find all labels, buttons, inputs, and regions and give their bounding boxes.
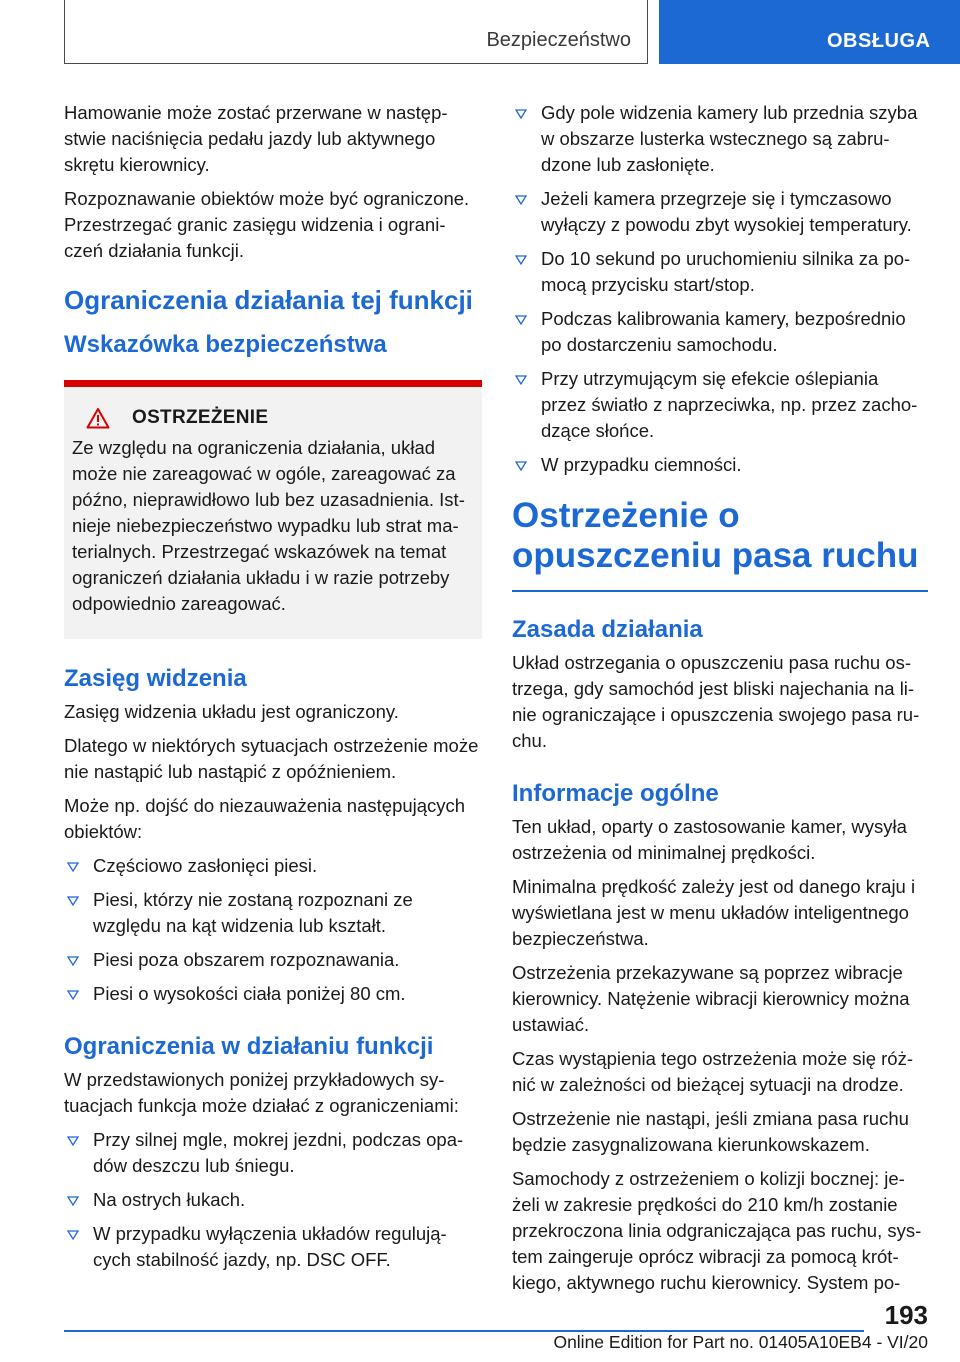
triangle-bullet-icon: [67, 896, 79, 906]
heading-safety-note: Wskazówka bezpieczeństwa: [64, 331, 387, 358]
paragraph: Układ ostrzegania o opuszczeniu pasa ruchu os-trzega, gdy samochód jest bliski najechania na li-nie ograniczające i opuszczenia swojego pasa ru-chu.: [512, 651, 920, 751]
warning-text: Ze względu na ograniczenia działania, układ może nie zareagować w ogóle, zareagować za późno, nieprawidłowo lub bez uzasadnienia. Ist-nieje niebezpieczeństwo wypadku lub strat ma-terialnych. Przestrzegać wskazówek na temat ograniczeń działania układu i w razie potrzeby odpowiednio zareagować.: [72, 437, 465, 614]
heading-function-limits: Ograniczenia działania tej funkcji: [64, 285, 473, 315]
triangle-bullet-icon: [515, 315, 527, 325]
paragraph: Samochody z ostrzeżeniem o kolizji bocznej: je-żeli w zakresie prędkości do 210 km/h zostanie przekroczona linia odgraniczająca pas ruchu, sys-tem zaingeruje oprócz wibracji za pomocą krót-kiego, aktywnego ruchu kierownicy. System po-: [512, 1167, 922, 1293]
paragraph: Czas wystąpienia tego ostrzeżenia może się róż-nić w zależności od bieżącej sytuacji na drodze.: [512, 1047, 914, 1095]
list-item-text: W przypadku wyłączenia układów regulują-cych stabilność jazdy, np. DSC OFF.: [93, 1223, 447, 1270]
list-item: [64, 947, 482, 973]
triangle-bullet-icon: [67, 862, 79, 872]
warning-title: OSTRZEŻENIE: [132, 407, 269, 428]
list-item: [512, 306, 928, 358]
triangle-bullet-icon: [67, 1230, 79, 1240]
list-item: [64, 853, 482, 879]
list-item: [64, 1221, 482, 1273]
warning-box: [64, 380, 482, 639]
list-item-text: Przy utrzymującym się efekcie oślepiania przez światło z naprzeciwka, np. przez zacho-dzące słońce.: [541, 368, 918, 441]
paragraph: Minimalna prędkość zależy jest od danego kraju i wyświetlana jest w menu układów inteligentnego bezpieczeństwa.: [512, 875, 916, 949]
section-title: Bezpieczeństwo: [486, 29, 631, 51]
chapter-tab[interactable]: OBSŁUGA: [659, 0, 960, 64]
list-item-text: Piesi o wysokości ciała poniżej 80 cm.: [93, 983, 406, 1004]
edition-info: Online Edition for Part no. 01405A10EB4 - VI/20: [553, 1332, 928, 1352]
paragraph: Ostrzeżenia przekazywane są poprzez wibracje kierownicy. Natężenie wibracji kierownicy można ustawiać.: [512, 961, 910, 1035]
list-item: [64, 1127, 482, 1179]
warning-triangle-icon: [86, 407, 110, 429]
triangle-bullet-icon: [515, 375, 527, 385]
list-item: [64, 887, 482, 939]
paragraph: W przedstawionych poniżej przykładowych sy-tuacjach funkcja może działać z ograniczeniami:: [64, 1069, 459, 1116]
triangle-bullet-icon: [515, 255, 527, 265]
paragraph: Hamowanie może zostać przerwane w następ-stwie naciśnięcia pedału jazdy lub aktywnego skrętu kierownicy.: [64, 102, 448, 175]
list-item: [512, 366, 928, 444]
paragraph: Dlatego w niektórych sytuacjach ostrzeżenie może nie nastąpić lub nastąpić z opóźnieniem.: [64, 735, 479, 782]
list-item-text: Gdy pole widzenia kamery lub przednia szyba w obszarze lusterka wstecznego są zabru-dzone lub zasłonięte.: [541, 102, 918, 175]
triangle-bullet-icon: [67, 990, 79, 1000]
list-item-text: Jeżeli kamera przegrzeje się i tymczasowo wyłączy z powodu zbyt wysokiej temperatury.: [541, 188, 912, 235]
triangle-bullet-icon: [515, 109, 527, 119]
left-column: [64, 100, 482, 1281]
conditions-list: [512, 100, 928, 478]
paragraph: Ostrzeżenie nie nastąpi, jeśli zmiana pasa ruchu będzie zasygnalizowana kierunkowskazem.: [512, 1107, 909, 1155]
list-item-text: W przypadku ciemności.: [541, 454, 742, 475]
triangle-bullet-icon: [515, 195, 527, 205]
list-item-text: Podczas kalibrowania kamery, bezpośrednio po dostarczeniu samochodu.: [541, 308, 906, 355]
list-item-text: Przy silnej mgle, mokrej jezdni, podczas opa-dów deszczu lub śniegu.: [93, 1129, 464, 1176]
list-item-text: Częściowo zasłonięci piesi.: [93, 855, 318, 876]
heading-operating-principle: Zasada działania: [512, 615, 703, 643]
heading-field-of-view: Zasięg widzenia: [64, 665, 247, 692]
list-item-text: Piesi, którzy nie zostaną rozpoznani ze względu na kąt widzenia lub kształt.: [93, 889, 413, 936]
list-item: [512, 100, 928, 178]
heading-lane-departure-warning: Ostrzeżenie o opuszczeniu pasa ruchu: [512, 496, 919, 575]
paragraph: Zasięg widzenia układu jest ograniczony.: [64, 701, 399, 722]
triangle-bullet-icon: [67, 1196, 79, 1206]
header-section-box: [64, 0, 648, 64]
list-item-text: Piesi poza obszarem rozpoznawania.: [93, 949, 400, 970]
list-item: [512, 246, 928, 298]
triangle-bullet-icon: [67, 956, 79, 966]
list-item: [512, 186, 928, 238]
triangle-bullet-icon: [67, 1136, 79, 1146]
function-list: [64, 1127, 482, 1273]
paragraph: Może np. dojść do niezauważenia następujących obiektów:: [64, 795, 466, 842]
triangle-bullet-icon: [515, 461, 527, 471]
paragraph: Ten układ, oparty o zastosowanie kamer, wysyła ostrzeżenia od minimalnej prędkości.: [512, 815, 907, 863]
list-item: [64, 1187, 482, 1213]
heading-general-info: Informacje ogólne: [512, 779, 719, 807]
list-item-text: Do 10 sekund po uruchomieniu silnika za po-mocą przycisku start/stop.: [541, 248, 911, 295]
range-list: [64, 853, 482, 1007]
warning-header: [86, 405, 474, 431]
right-column: [512, 100, 928, 1304]
paragraph: Rozpoznawanie obiektów może być ograniczone. Przestrzegać granic zasięgu widzenia i ograni-czeń działania funkcji.: [64, 188, 470, 261]
heading-divider: [512, 590, 928, 592]
heading-function-restrictions: Ograniczenia w działaniu funkcji: [64, 1033, 434, 1060]
list-item: [64, 981, 482, 1007]
list-item: [512, 452, 928, 478]
list-item-text: Na ostrych łukach.: [93, 1189, 246, 1210]
page-number: 193: [884, 1300, 928, 1330]
